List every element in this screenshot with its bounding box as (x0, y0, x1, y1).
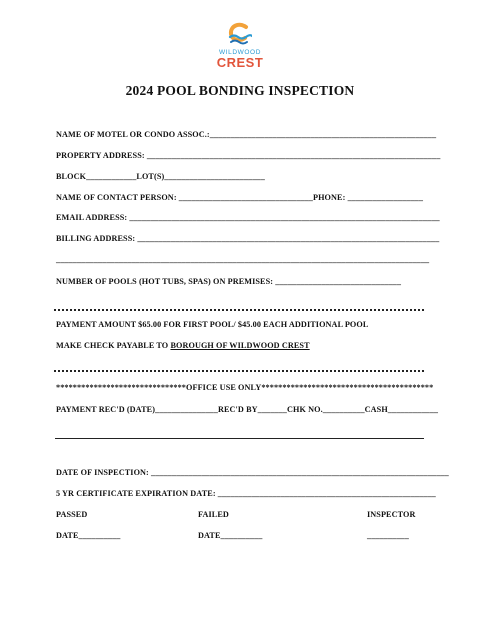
wildwood-crest-logo (214, 22, 266, 70)
failed-date-field[interactable]: DATE__________ (198, 531, 263, 540)
billing-address-field[interactable]: BILLING ADDRESS: ________________________________________________________________________ (56, 234, 440, 243)
section-divider (54, 309, 424, 311)
passed-date-field[interactable]: DATE__________ (56, 531, 121, 540)
failed-label: FAILED (198, 510, 229, 519)
number-of-pools-field[interactable]: NUMBER OF POOLS (HOT TUBS, SPAS) ON PREMISES: ______________________________ (56, 277, 402, 286)
email-address-field[interactable]: EMAIL ADDRESS: __________________________________________________________________________ (56, 213, 440, 222)
check-payable-prefix: MAKE CHECK PAYABLE TO (56, 341, 171, 350)
property-address-field[interactable]: PROPERTY ADDRESS: ______________________________________________________________________ (56, 151, 441, 160)
billing-address-continued-field[interactable]: _________________________________________________________________________________________ (56, 255, 430, 264)
logo-text-wildwood: WILDWOOD (219, 49, 261, 56)
block-lot-field[interactable]: BLOCK____________LOT(S)________________________ (56, 172, 265, 181)
section-divider (55, 438, 424, 439)
check-payable-text (56, 341, 310, 350)
payment-amount-text: PAYMENT AMOUNT $65.00 FOR FIRST POOL/ $45.00 EACH ADDITIONAL POOL (56, 320, 369, 329)
logo-text-crest: CREST (216, 55, 264, 70)
wave-logo-icon (228, 22, 252, 48)
payment-received-field[interactable]: PAYMENT REC'D (DATE)_______________REC'D BY_______CHK NO.__________CASH____________ (56, 405, 439, 414)
inspector-label: INSPECTOR (367, 510, 416, 519)
passed-label: PASSED (56, 510, 88, 519)
page-title: 2024 POOL BONDING INSPECTION (125, 83, 355, 98)
inspection-date-field[interactable]: DATE OF INSPECTION: _______________________________________________________________________ (56, 468, 449, 477)
office-use-header: *******************************OFFICE USE ONLY***************************************** (56, 383, 434, 392)
motel-name-field[interactable]: NAME OF MOTEL OR CONDO ASSOC.:______________________________________________________ (56, 130, 437, 139)
section-divider (54, 370, 424, 372)
contact-phone-field[interactable]: NAME OF CONTACT PERSON: ________________________________PHONE: __________________ (56, 193, 424, 202)
inspector-signature-field[interactable]: __________ (367, 531, 409, 540)
certificate-expiration-field[interactable]: 5 YR CERTIFICATE EXPIRATION DATE: ____________________________________________________ (56, 489, 436, 498)
check-payee: BOROUGH OF WILDWOOD CREST (170, 341, 310, 350)
